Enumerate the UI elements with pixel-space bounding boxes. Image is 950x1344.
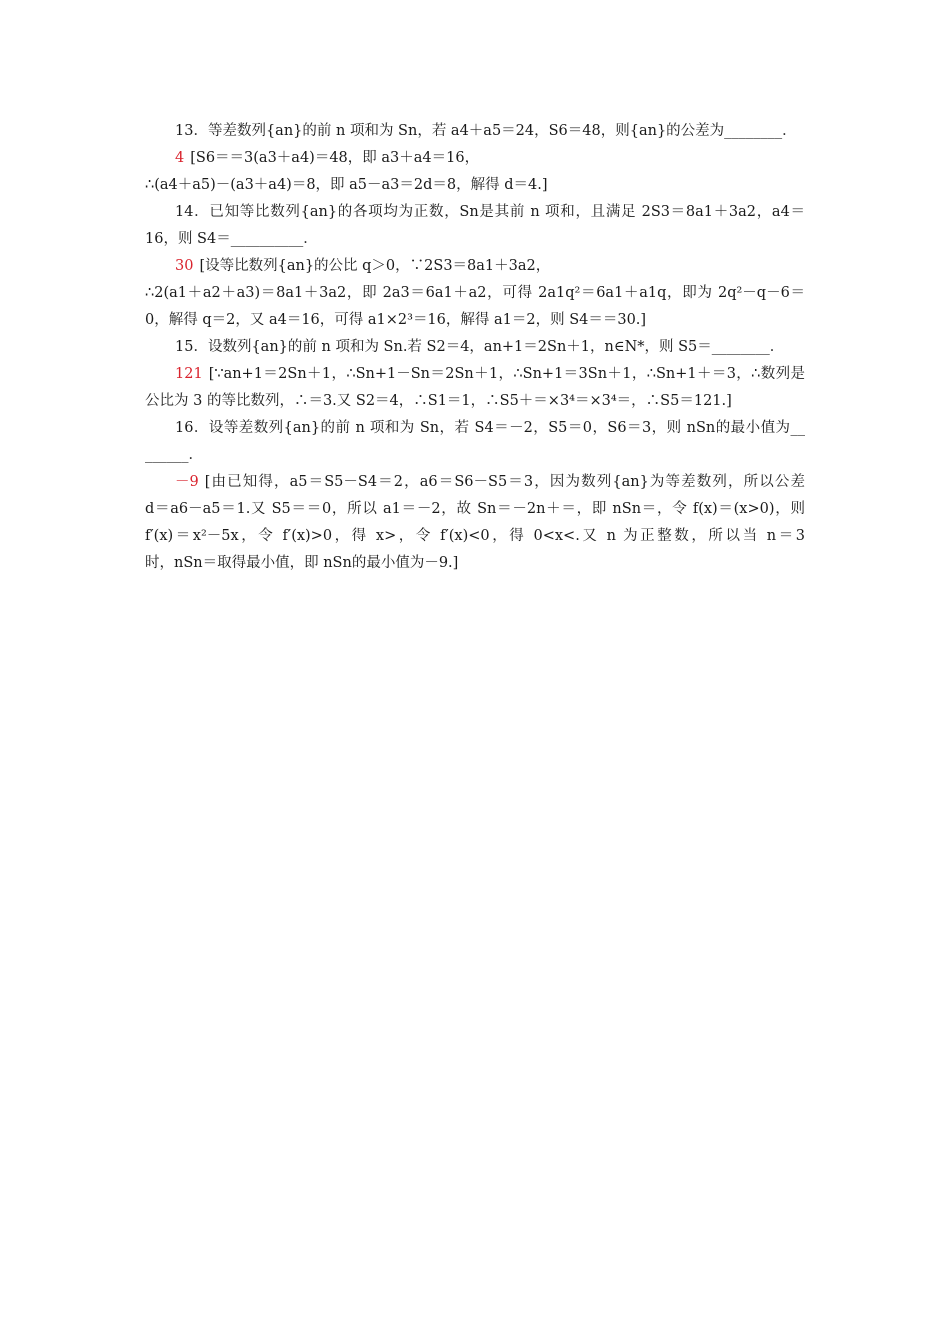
problem-14-solution-line-1: 30 [设等比数列{an}的公比 q＞0，∵2S3＝8a1＋3a2， xyxy=(175,258,551,274)
problem-15-solution-line-1: 121 [∵an+1＝2Sn＋1，∴Sn+1－Sn＝2Sn＋1，∴Sn+1＝3Sn＋1，∴Sn+1＋＝3，∴数列是 xyxy=(175,366,805,382)
problem-15-statement: 15．设数列{an}的前 n 项和为 Sn.若 S2＝4，an+1＝2Sn＋1，n∈N*，则 S5＝________． xyxy=(175,339,785,355)
problem-13-solution-line-2: ∴(a4＋a5)－(a3＋a4)＝8，即 a5－a3＝2d＝8，解得 d＝4.] xyxy=(145,177,548,193)
problem-16-answer: －9 xyxy=(175,474,199,490)
problem-13-solution-line-1: 4 [S6＝＝3(a3＋a4)＝48，即 a3＋a4＝16， xyxy=(175,150,480,166)
problem-13-answer: 4 xyxy=(175,150,185,166)
problem-16-statement-line-1: 16．设等差数列{an}的前 n 项和为 Sn，若 S4＝－2，S5＝0，S6＝3，则 nSn的最小值为__ xyxy=(175,420,805,436)
problem-16-solution-line-4: 时，nSn＝取得最小值，即 nSn的最小值为－9.] xyxy=(145,555,459,571)
problem-13 xyxy=(145,118,805,199)
problem-14-solution-line-2: ∴2(a1＋a2＋a3)＝8a1＋3a2，即 2a3＝6a1＋a2，可得 2a1q²＝6a1＋a1q，即为 2q²－q－6＝ xyxy=(145,285,805,301)
problem-16-solution-line-2: d＝a6－a5＝1.又 S5＝＝0，所以 a1＝－2，故 Sn＝－2n＋＝，即 nSn＝，令 f(x)＝(x>0)，则 xyxy=(145,501,805,517)
problem-14-statement-line-2: 16，则 S4＝__________． xyxy=(145,231,318,247)
problem-15 xyxy=(145,334,805,415)
problem-14 xyxy=(145,199,805,334)
problem-16 xyxy=(145,415,805,577)
problem-16-solution-line-1: －9 [由已知得，a5＝S5－S4＝2，a6＝S6－S5＝3，因为数列{an}为等差数列，所以公差 xyxy=(175,474,805,490)
problem-15-answer: 121 xyxy=(175,366,203,382)
problem-14-solution-line-3: 0，解得 q＝2，又 a4＝16，可得 a1×2³＝16，解得 a1＝2，则 S4＝＝30.] xyxy=(145,312,647,328)
problem-14-statement-line-1: 14．已知等比数列{an}的各项均为正数，Sn是其前 n 项和，且满足 2S3＝8a1＋3a2，a4＝ xyxy=(175,204,805,220)
problem-15-solution-line-2: 公比为 3 的等比数列，∴＝3.又 S2＝4，∴S1＝1，∴S5＋＝×3⁴＝×3⁴＝，∴S5＝121.] xyxy=(145,393,732,409)
problem-13-statement: 13．等差数列{an}的前 n 项和为 Sn，若 a4＋a5＝24，S6＝48，则{an}的公差为________． xyxy=(175,123,797,139)
problem-16-solution-line-3: f′(x)＝x²－5x，令 f′(x)>0，得 x>，令 f′(x)<0，得 0<x<.又 n 为正整数，所以当 n＝3 xyxy=(145,528,805,544)
document-page xyxy=(145,118,805,577)
problem-14-answer: 30 xyxy=(175,258,194,274)
problem-16-statement-line-2: ______． xyxy=(145,447,203,463)
